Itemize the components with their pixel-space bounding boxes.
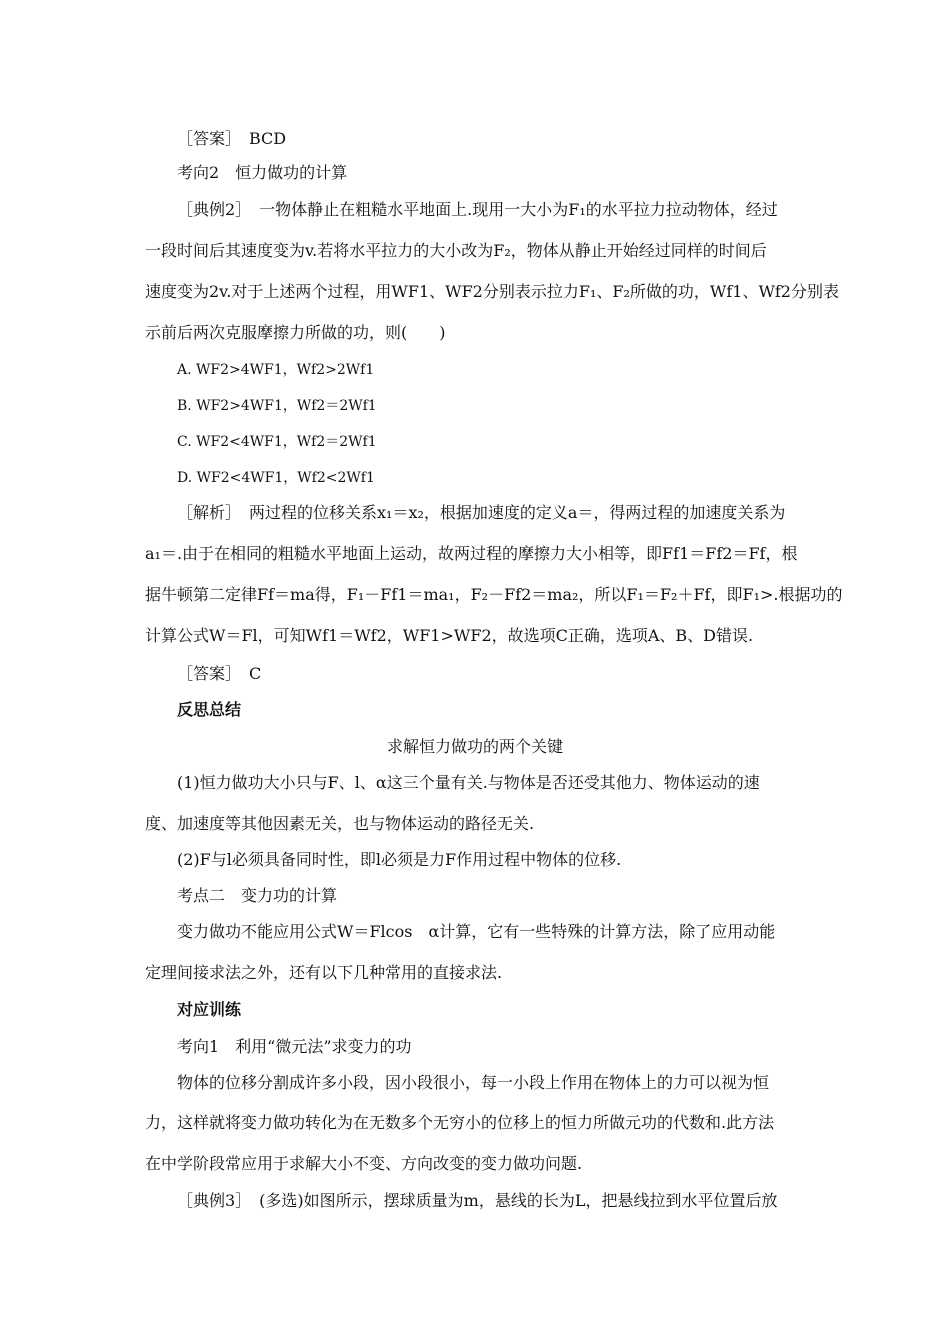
- paragraph: 度、加速度等其他因素无关，也与物体运动的路径无关.: [145, 814, 535, 833]
- example-text: 示前后两次克服摩擦力所做的功，则( ): [145, 323, 446, 342]
- example-text: ［典例3］ (多选)如图所示，摆球质量为m，悬线的长为L，把悬线拉到水平位置后放: [177, 1191, 778, 1210]
- answer-line: ［答案］ BCD: [177, 129, 287, 148]
- paragraph: 在中学阶段常应用于求解大小不变、方向改变的变力做功问题.: [145, 1154, 583, 1173]
- summary-heading: 反思总结: [177, 700, 242, 719]
- option-d: D. WF2<4WF1，Wf2<2Wf1: [177, 470, 375, 486]
- paragraph: 定理间接求法之外，还有以下几种常用的直接求法.: [145, 963, 503, 982]
- paragraph: (2)F与l必须具备同时性，即l必须是力F作用过程中物体的位移.: [177, 850, 622, 869]
- answer-line: ［答案］ C: [177, 664, 262, 683]
- example-text: ［典例2］ 一物体静止在粗糙水平地面上.现用一大小为F₁的水平拉力拉动物体，经过: [177, 200, 778, 219]
- option-b: B. WF2>4WF1，Wf2＝2Wf1: [177, 398, 377, 414]
- paragraph: 力，这样就将变力做功转化为在无数多个无穷小的位移上的恒力所做元功的代数和.此方法: [145, 1113, 775, 1132]
- training-heading: 对应训练: [177, 1000, 242, 1019]
- option-c: C. WF2<4WF1，Wf2＝2Wf1: [177, 434, 377, 450]
- section-heading: 考向1 利用“微元法”求变力的功: [177, 1037, 412, 1056]
- paragraph: 变力做功不能应用公式W＝Flcos α计算，它有一些特殊的计算方法，除了应用动能: [177, 922, 776, 941]
- section-heading: 考点二 变力功的计算: [177, 886, 338, 905]
- section-heading: 考向2 恒力做功的计算: [177, 163, 348, 182]
- analysis-text: 据牛顿第二定律Ff＝ma得，F₁－Ff1＝ma₁，F₂－Ff2＝ma₂，所以F₁＝F₂＋Ff，即F₁>.根据功的: [145, 585, 843, 604]
- summary-subtitle: 求解恒力做功的两个关键: [386, 737, 563, 756]
- example-text: 一段时间后其速度变为v.若将水平拉力的大小改为F₂，物体从静止开始经过同样的时间后: [145, 241, 767, 260]
- analysis-text: a₁＝.由于在相同的粗糙水平地面上运动，故两过程的摩擦力大小相等，即Ff1＝Ff2＝Ff，根: [145, 544, 798, 563]
- analysis-text: ［解析］ 两过程的位移关系x₁＝x₂，根据加速度的定义a＝，得两过程的加速度关系为: [177, 503, 786, 522]
- paragraph: (1)恒力做功大小只与F、l、α这三个量有关.与物体是否还受其他力、物体运动的速: [177, 773, 760, 792]
- option-a: A. WF2>4WF1，Wf2>2Wf1: [177, 362, 375, 378]
- analysis-text: 计算公式W＝Fl，可知Wf1＝Wf2，WF1>WF2，故选项C正确，选项A、B、D错误.: [145, 626, 754, 645]
- paragraph: 物体的位移分割成许多小段，因小段很小，每一小段上作用在物体上的力可以视为恒: [177, 1073, 770, 1092]
- example-text: 速度变为2v.对于上述两个过程，用WF1、WF2分别表示拉力F₁、F₂所做的功，Wf1、Wf2分别表: [145, 282, 839, 301]
